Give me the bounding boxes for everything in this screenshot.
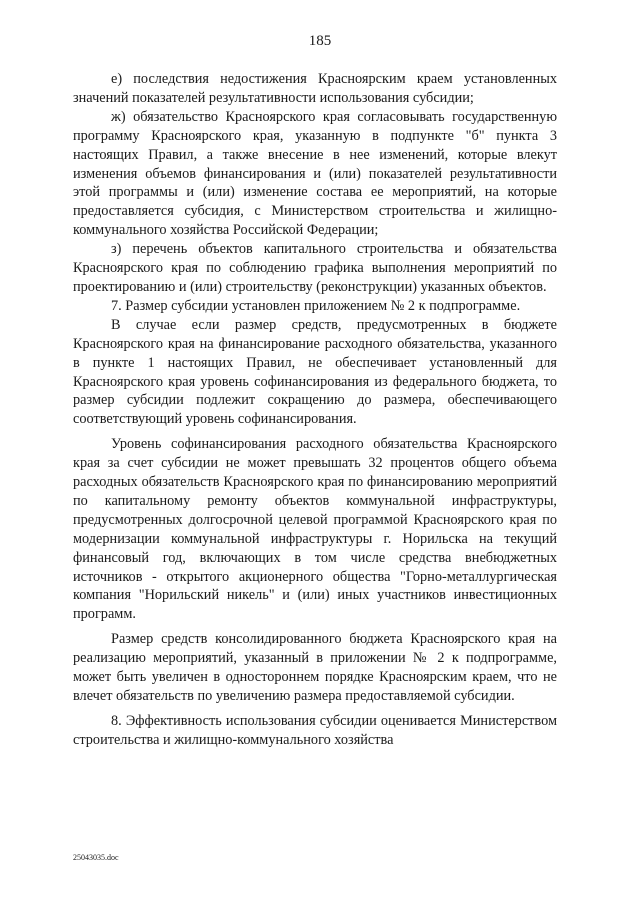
paragraph-zh: ж) обязательство Красноярского края согласовывать государственную программу Красноярского края, указанную в подпункте "б" пункта 3 настоящих Правил, а также внесение в нее изменений, которые влекут изменения объемов финансирования и (или) показателей результативности этой программы и (или) изменение состава ее мероприятий, на которые предоставляется субсидия, с Министерством строительства и жилищно-коммунального хозяйства Российской Федерации; xyxy=(73,108,557,239)
paragraph-7: 7. Размер субсидии установлен приложением № 2 к подпрограмме. xyxy=(111,297,521,314)
paragraph-e: е) последствия недостижения Красноярским краем установленных значений показателей результативности использования субсидии; xyxy=(73,71,557,106)
paragraph-8: 8. Эффективность использования субсидии оценивается Министерством строительства и жилищно-коммунального хозяйства xyxy=(73,712,557,748)
page-number: 185 xyxy=(308,33,332,49)
footer-file-code: 25043035.doc xyxy=(73,853,119,862)
document-body xyxy=(73,70,557,750)
paragraph-cofinancing-level: Уровень софинансирования расходного обязательства Красноярского края за счет субсидии не может превышать 32 процентов общего объема расходных обязательств Красноярского края по финансированию мероприятий по капитальному ремонту объектов коммунальной инфраструктуры, предусмотренных долгосрочной целевой программой Красноярского края по модернизации коммунальной инфраструктуры г. Норильска на текущий финансовый год, включающих в том числе средства внебюджетных источников - открытого акционерного общества "Горно-металлургическая компания "Норильский никель" и (или) иных участников инвестиционных программ. xyxy=(73,436,557,623)
paragraph-z: з) перечень объектов капитального строительства и обязательства Красноярского края по соблюдению графика выполнения мероприятий по проектированию и (или) строительству (реконструкции) указанных объектов. xyxy=(73,241,557,295)
paragraph-consolidated-budget: Размер средств консолидированного бюджета Красноярского края на реализацию мероприятий, указанный в приложении № 2 к подпрограмме, может быть увеличен в одностороннем порядке Красноярским краем, что не влечет обязательств по увеличению размера предоставляемой субсидии. xyxy=(73,631,557,704)
paragraph-budget-case: В случае если размер средств, предусмотренных в бюджете Красноярского края на финансирование расходного обязательства, указанного в пункте 1 настоящих Правил, не обеспечивает установленный для Красноярского края уровень софинансирования из федерального бюджета, то размер субсидии подлежит сокращению до размера, обеспечивающего соответствующий уровень софинансирования. xyxy=(73,316,557,428)
